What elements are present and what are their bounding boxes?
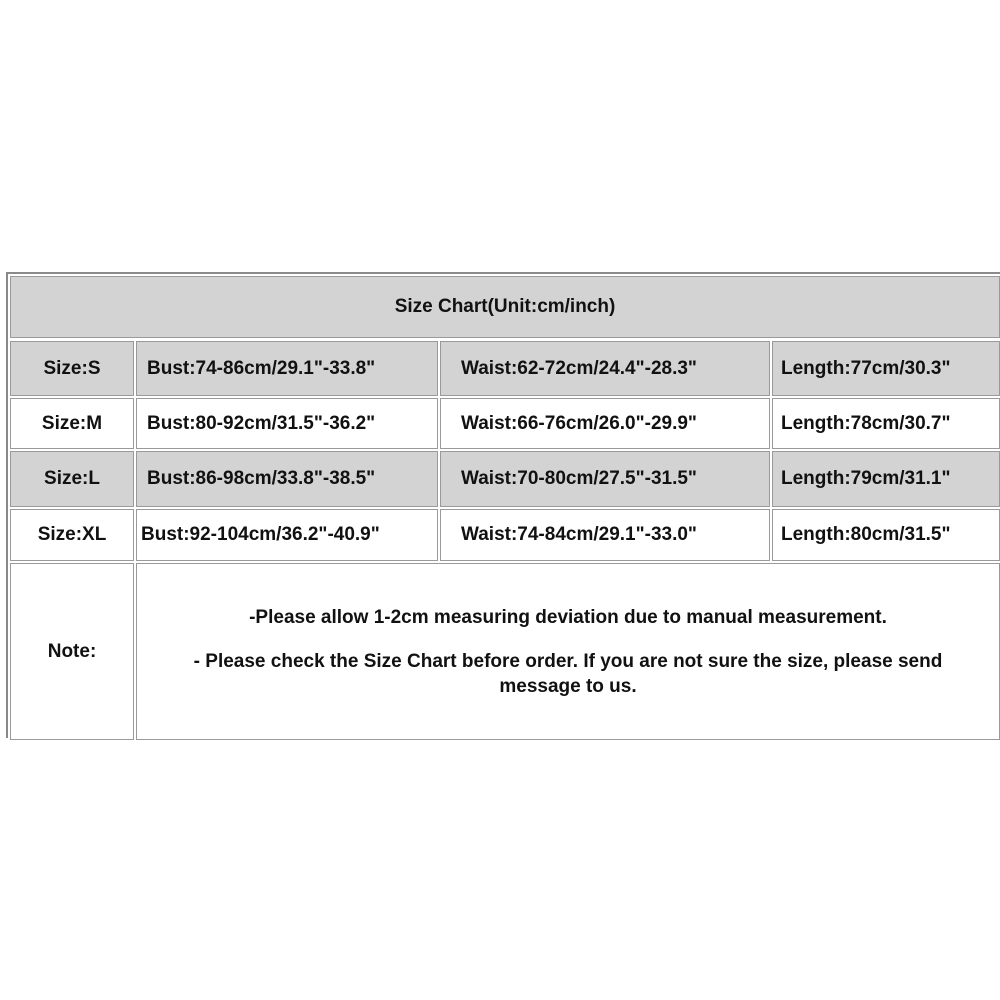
size-label-l: Size:L <box>10 451 134 507</box>
length-s: Length:77cm/30.3" <box>772 341 1000 396</box>
bust-xl: Bust:92-104cm/36.2"-40.9" <box>136 509 438 561</box>
waist-m: Waist:66-76cm/26.0"-29.9" <box>440 398 770 449</box>
note-content <box>136 563 1000 740</box>
bust-l: Bust:86-98cm/33.8"-38.5" <box>136 451 438 507</box>
bust-m: Bust:80-92cm/31.5"-36.2" <box>136 398 438 449</box>
note-line-check-size: - Please check the Size Chart before order. If you are not sure the size, please send message to us. <box>193 650 943 697</box>
length-m: Length:78cm/30.7" <box>772 398 1000 449</box>
size-label-s: Size:S <box>10 341 134 396</box>
size-chart-title: Size Chart(Unit:cm/inch) <box>10 276 1000 338</box>
note-label: Note: <box>10 563 134 740</box>
waist-l: Waist:70-80cm/27.5"-31.5" <box>440 451 770 507</box>
waist-s: Waist:62-72cm/24.4"-28.3" <box>440 341 770 396</box>
length-l: Length:79cm/31.1" <box>772 451 1000 507</box>
size-label-xl: Size:XL <box>10 509 134 561</box>
bust-s: Bust:74-86cm/29.1"-33.8" <box>136 341 438 396</box>
note-line-deviation: -Please allow 1-2cm measuring deviation due to manual measurement. <box>249 606 887 628</box>
size-label-m: Size:M <box>10 398 134 449</box>
length-xl: Length:80cm/31.5" <box>772 509 1000 561</box>
size-chart-table <box>6 272 1000 738</box>
waist-xl: Waist:74-84cm/29.1"-33.0" <box>440 509 770 561</box>
